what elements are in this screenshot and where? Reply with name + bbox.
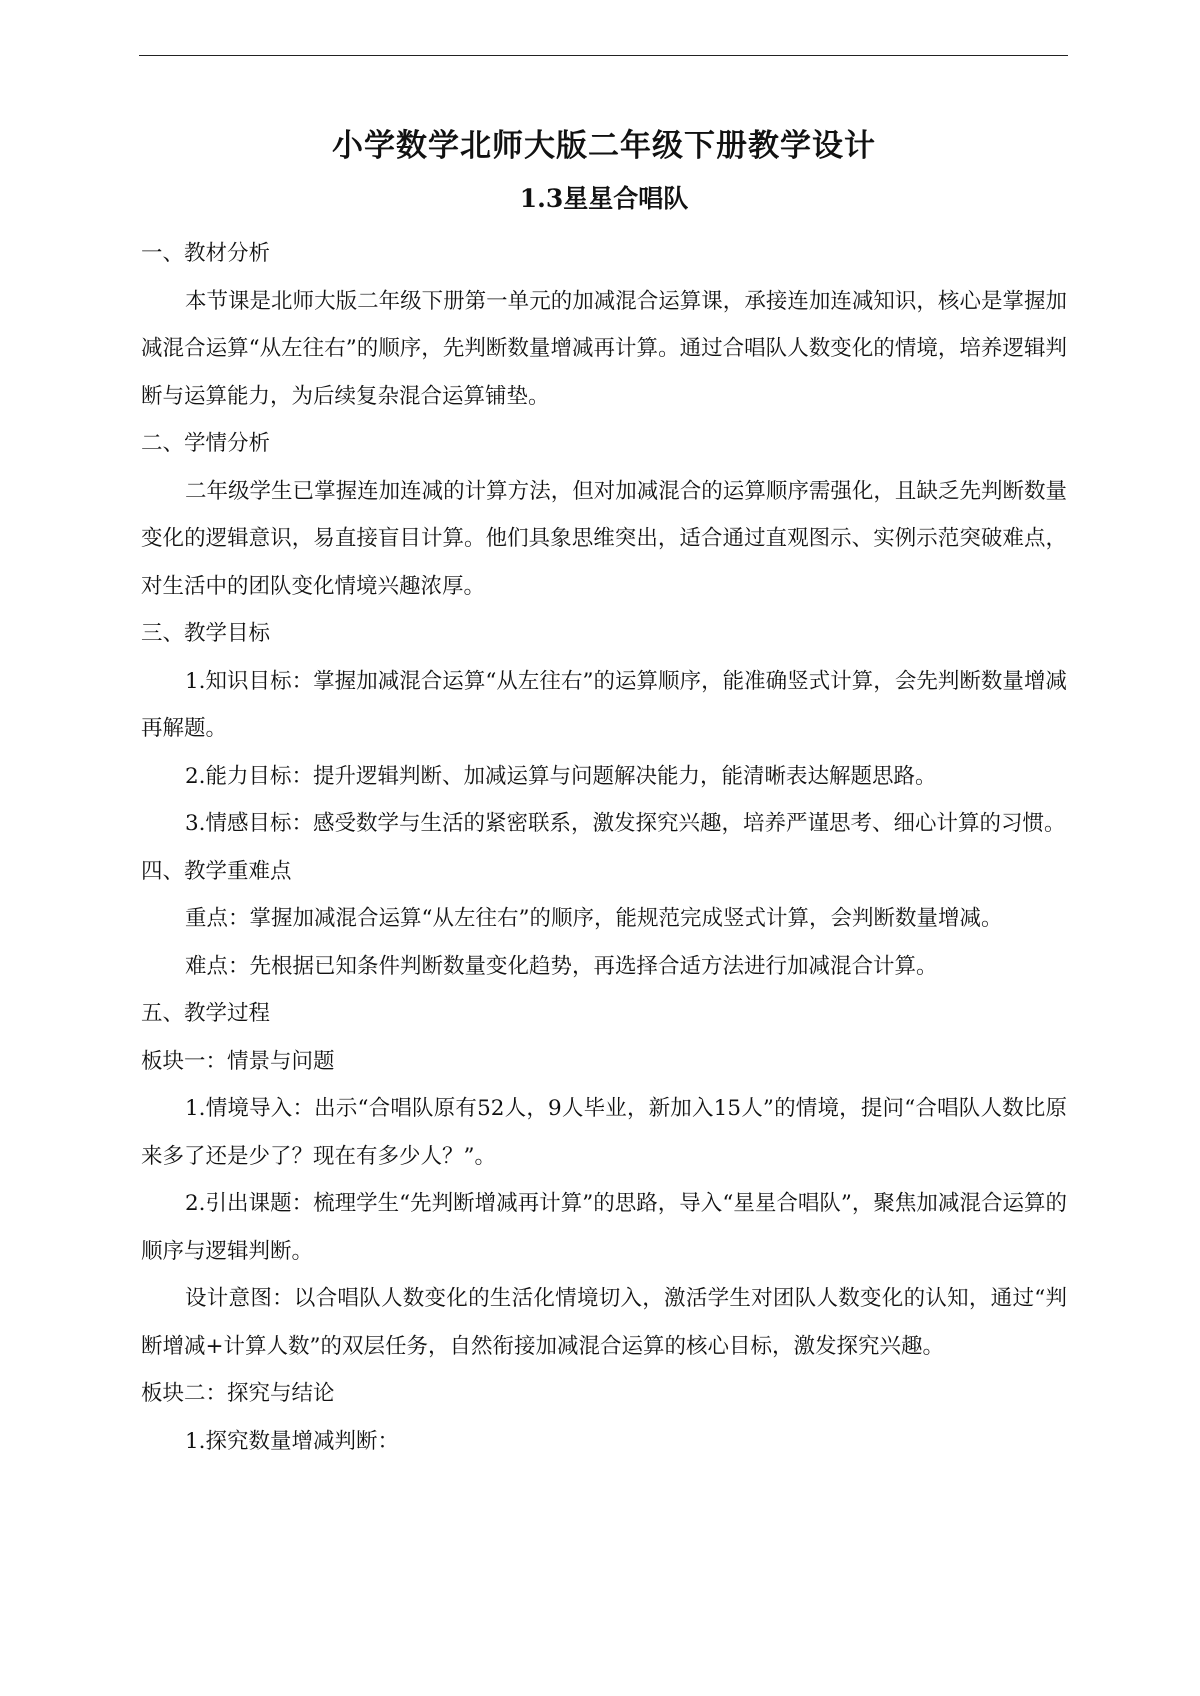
- paragraph: 二年级学生已掌握连加连减的计算方法，但对加减混合的运算顺序需强化，且缺乏先判断数量变化的逻辑意识，易直接盲目计算。他们具象思维突出，适合通过直观图示、实例示范突破难点，对生活中的团队变化情境兴趣浓厚。: [141, 478, 1067, 599]
- paragraph: 设计意图：以合唱队人数变化的生活化情境切入，激活学生对团队人数变化的认知，通过“判断增减+计算人数”的双层任务，自然衔接加减混合运算的核心目标，激发探究兴趣。: [141, 1286, 1067, 1359]
- document-title: 小学数学北师大版二年级下册教学设计: [332, 128, 876, 164]
- section-heading: 三、教学目标: [141, 621, 271, 646]
- section-heading: 二、学情分析: [141, 431, 271, 456]
- paragraph: 2.引出课题：梳理学生“先判断增减再计算”的思路，导入“星星合唱队”，聚焦加减混合运算的顺序与逻辑判断。: [141, 1191, 1067, 1264]
- paragraph: 本节课是北师大版二年级下册第一单元的加减混合运算课，承接连加连减知识，核心是掌握加减混合运算“从左往右”的顺序，先判断数量增减再计算。通过合唱队人数变化的情境，培养逻辑判断与运算能力，为后续复杂混合运算铺垫。: [141, 288, 1067, 409]
- paragraph: 重点：掌握加减混合运算“从左往右”的顺序，能规范完成竖式计算，会判断数量增减。: [185, 906, 1003, 931]
- paragraph: 3.情感目标：感受数学与生活的紧密联系，激发探究兴趣，培养严谨思考、细心计算的习惯。: [185, 811, 1066, 836]
- subsection-heading: 板块二：探究与结论: [141, 1381, 335, 1406]
- paragraph: 1.知识目标：掌握加减混合运算“从左往右”的运算顺序，能准确竖式计算，会先判断数量增减再解题。: [141, 668, 1067, 741]
- document-body: [141, 118, 1067, 1465]
- paragraph: 2.能力目标：提升逻辑判断、加减运算与问题解决能力，能清晰表达解题思路。: [185, 763, 937, 789]
- paragraph: 1.情境导入：出示“合唱队原有52人，9人毕业，新加入15人”的情境，提问“合唱队人数比原来多了还是少了？现在有多少人？”。: [141, 1096, 1067, 1169]
- section-heading: 五、教学过程: [141, 1001, 271, 1026]
- paragraph: 难点：先根据已知条件判断数量变化趋势，再选择合适方法进行加减混合计算。: [185, 953, 938, 979]
- section-heading: 一、教材分析: [141, 241, 271, 266]
- subsection-heading: 板块一：情景与问题: [141, 1048, 335, 1074]
- section-heading: 四、教学重难点: [141, 858, 292, 884]
- header-rule: [139, 55, 1068, 56]
- paragraph: 1.探究数量增减判断：: [185, 1428, 400, 1454]
- lesson-title: 1.3星星合唱队: [519, 184, 689, 213]
